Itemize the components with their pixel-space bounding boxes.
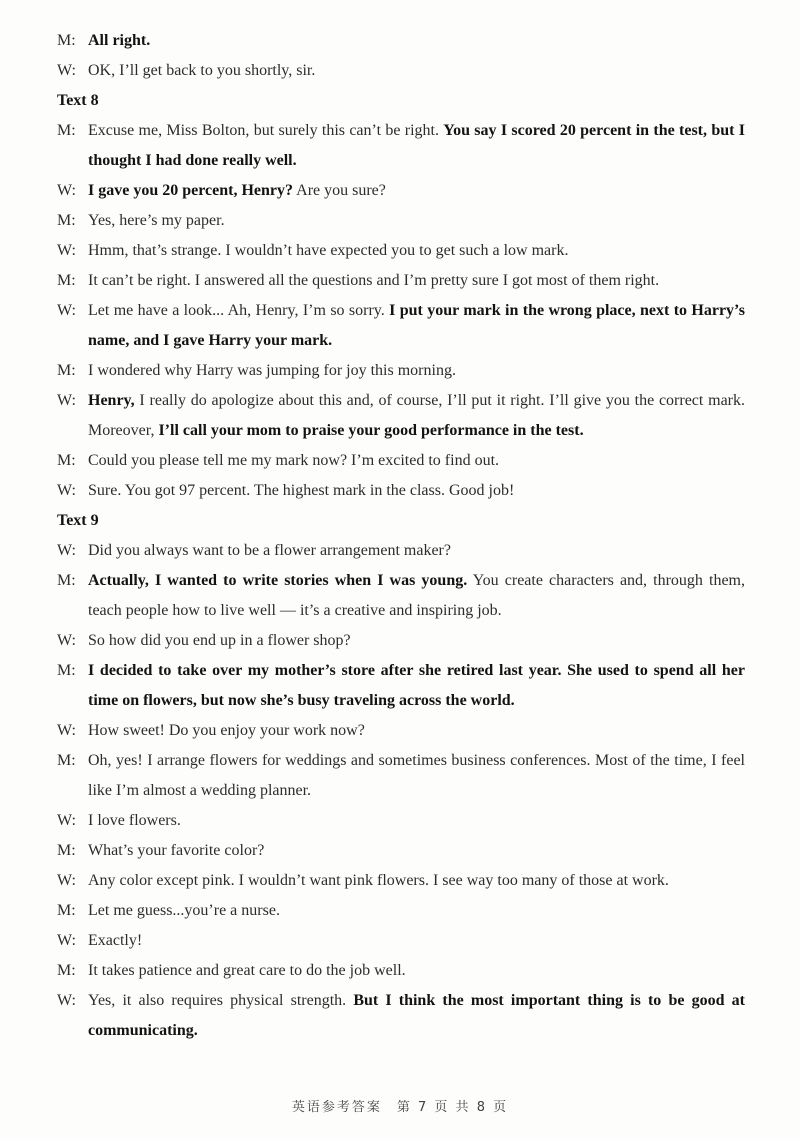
section-heading: Text 8 [57,92,99,109]
dialogue-line [57,56,745,86]
dialogue-text: I love flowers. [88,812,181,829]
dialogue-line [57,356,745,386]
dialogue-line [57,296,745,356]
dialogue-text: OK, I’ll get back to you shortly, sir. [88,62,316,79]
speaker-label: M: [57,902,76,919]
dialogue-text: Let me have a look... Ah, Henry, I’m so sorry. [88,302,390,319]
dialogue-line [57,26,745,56]
speaker-label: W: [57,182,76,199]
dialogue-line [57,446,745,476]
speaker-label: M: [57,212,76,229]
dialogue-line [57,386,745,446]
dialogue-line [57,866,745,896]
dialogue-text: Hmm, that’s strange. I wouldn’t have expected you to get such a low mark. [88,242,569,259]
dialogue-text: Actually, I wanted to write stories when I was young. [88,572,468,589]
dialogue-text: What’s your favorite color? [88,842,265,859]
dialogue-text: Exactly! [88,932,143,949]
speaker-label: W: [57,932,76,949]
listening-transcript [57,26,745,1046]
speaker-label: W: [57,632,76,649]
dialogue-line [57,656,745,716]
speaker-label: M: [57,752,76,769]
dialogue-text: It takes patience and great care to do the job well. [88,962,406,979]
dialogue-text: Did you always want to be a flower arrangement maker? [88,542,451,559]
section-heading: Text 9 [57,512,99,529]
speaker-label: M: [57,572,76,589]
speaker-label: W: [57,242,76,259]
dialogue-line [57,626,745,656]
dialogue-line [57,236,745,266]
dialogue-text: I really do apologize about this and, of course, I’ll put it right. I’ll give you the correct mark. Moreover, [88,392,745,439]
speaker-label: W: [57,392,76,409]
speaker-label: M: [57,452,76,469]
dialogue-text: I wondered why Harry was jumping for joy this morning. [88,362,456,379]
speaker-label: W: [57,872,76,889]
speaker-label: W: [57,812,76,829]
speaker-label: M: [57,32,76,49]
dialogue-text: You create characters and, through them, teach people how to live well — it’s a creative and inspiring job. [88,572,745,619]
dialogue-text: Are you sure? [293,182,386,199]
dialogue-line [57,116,745,176]
dialogue-text: Henry, [88,392,135,409]
dialogue-text: Could you please tell me my mark now? I’m excited to find out. [88,452,500,469]
speaker-label: W: [57,62,76,79]
dialogue-line [57,956,745,986]
speaker-label: W: [57,302,76,319]
speaker-label: M: [57,362,76,379]
dialogue-text: How sweet! Do you enjoy your work now? [88,722,365,739]
dialogue-text: So how did you end up in a flower shop? [88,632,351,649]
dialogue-text: I decided to take over my mother’s store after she retired last year. She used to spend all her time on flowers, but now she’s busy traveling across the world. [88,662,745,709]
dialogue-text: It can’t be right. I answered all the questions and I’m pretty sure I got most of them right. [88,272,660,289]
dialogue-text: Let me guess...you’re a nurse. [88,902,280,919]
dialogue-text: I’ll call your mom to praise your good performance in the test. [158,422,584,439]
page-footer: 英语参考答案 第 7 页 共 8 页 [291,1100,509,1115]
dialogue-text: Sure. You got 97 percent. The highest mark in the class. Good job! [88,482,515,499]
dialogue-line [57,266,745,296]
dialogue-line [57,716,745,746]
speaker-label: W: [57,482,76,499]
dialogue-line [57,896,745,926]
speaker-label: M: [57,962,76,979]
dialogue-line [57,176,745,206]
dialogue-text: Yes, here’s my paper. [88,212,225,229]
dialogue-text: But I think the most important thing is to be good at communicating. [88,992,746,1039]
dialogue-text: Any color except pink. I wouldn’t want pink flowers. I see way too many of those at work. [88,872,669,889]
dialogue-text: Yes, it also requires physical strength. [88,992,354,1009]
speaker-label: M: [57,662,76,679]
speaker-label: M: [57,122,76,139]
dialogue-line [57,536,745,566]
speaker-label: W: [57,992,76,1009]
dialogue-text: You say I scored 20 percent in the test, but I thought I had done really well. [88,122,746,169]
dialogue-line [57,806,745,836]
dialogue-line [57,746,745,806]
speaker-label: W: [57,542,76,559]
dialogue-line [57,986,745,1046]
dialogue-text: All right. [88,32,151,49]
dialogue-text: I put your mark in the wrong place, next to Harry’s name, and I gave Harry your mark. [88,302,746,349]
dialogue-text: I gave you 20 percent, Henry? [88,182,294,199]
dialogue-text: Excuse me, Miss Bolton, but surely this can’t be right. [88,122,444,139]
dialogue-line [57,476,745,506]
speaker-label: W: [57,722,76,739]
speaker-label: M: [57,842,76,859]
dialogue-line [57,836,745,866]
dialogue-line [57,926,745,956]
dialogue-line [57,206,745,236]
speaker-label: M: [57,272,76,289]
dialogue-text: Oh, yes! I arrange flowers for weddings and sometimes business conferences. Most of the time, I feel like I’m almost a wedding planner. [88,752,745,799]
dialogue-line [57,566,745,626]
